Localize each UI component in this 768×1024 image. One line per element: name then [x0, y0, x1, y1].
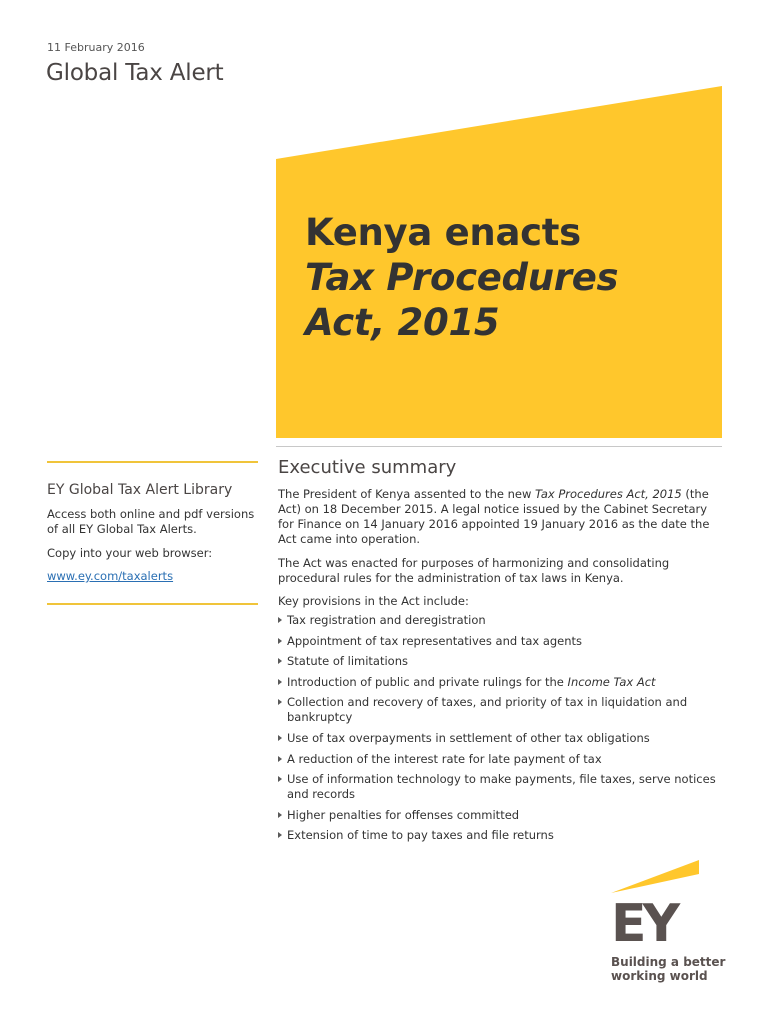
summary-paragraph-2: The Act was enacted for purposes of harmonizing and consolidating procedural rules for the administration of tax laws in Kenya.	[278, 556, 670, 585]
publication-title: Global Tax Alert	[46, 60, 224, 86]
hero-title-line-2: Tax Procedures	[305, 256, 619, 299]
key-provisions-list	[278, 613, 728, 849]
summary-heading: Executive summary	[278, 457, 457, 478]
list-item: Use of tax overpayments in settlement of other tax obligations	[278, 731, 728, 746]
list-item: Extension of time to pay taxes and file returns	[278, 828, 728, 843]
list-item: Higher penalties for offenses committed	[278, 808, 728, 823]
summary-paragraph-1	[278, 487, 724, 547]
ey-logo	[611, 860, 726, 983]
list-item: A reduction of the interest rate for late payment of tax	[278, 752, 728, 767]
list-item	[278, 675, 728, 690]
summary-p1-start: The President of Kenya assented to the new	[278, 487, 536, 501]
ey-wordmark: EY	[611, 894, 677, 954]
ey-tagline-line-2: working world	[611, 969, 708, 983]
ey-tagline	[611, 955, 725, 983]
hero-banner	[276, 86, 722, 438]
summary-p1-end: (the Act) on 18 December 2015. A legal notice issued by the Cabinet Secretary for Finance on 14 January 2016 appointed 19 January 2016 as the date the Act came into operation.	[278, 487, 710, 546]
hero-title-line-3: Act, 2015	[305, 301, 500, 344]
list-item: Appointment of tax representatives and tax agents	[278, 634, 728, 649]
list-item: Statute of limitations	[278, 654, 728, 669]
sidebar-top-divider	[47, 461, 258, 463]
summary-divider	[276, 446, 722, 447]
hero-title	[305, 210, 618, 345]
ey-tagline-line-1: Building a better	[611, 955, 726, 969]
list-item: Collection and recovery of taxes, and priority of tax in liquidation and bankruptcy	[278, 695, 728, 725]
list-item-text: Introduction of public and private rulings for the	[287, 674, 568, 689]
list-item: Use of information technology to make payments, file taxes, serve notices and records	[278, 772, 728, 802]
income-tax-act: Income Tax Act	[567, 674, 656, 689]
tax-alerts-link[interactable]: www.ey.com/taxalerts	[47, 569, 174, 583]
act-name: Tax Procedures Act, 2015	[535, 487, 682, 501]
alert-date: 11 February 2016	[47, 41, 145, 54]
sidebar-heading: EY Global Tax Alert Library	[47, 482, 233, 498]
list-item: Tax registration and deregistration	[278, 613, 728, 628]
ey-beam-icon	[611, 860, 701, 894]
hero-title-line-1: Kenya enacts	[305, 211, 581, 254]
sidebar-instruction: Copy into your web browser:	[47, 546, 213, 560]
summary-paragraph-3: Key provisions in the Act include:	[278, 594, 469, 608]
sidebar-bottom-divider	[47, 603, 258, 605]
sidebar-description: Access both online and pdf versions of all EY Global Tax Alerts.	[47, 507, 255, 536]
